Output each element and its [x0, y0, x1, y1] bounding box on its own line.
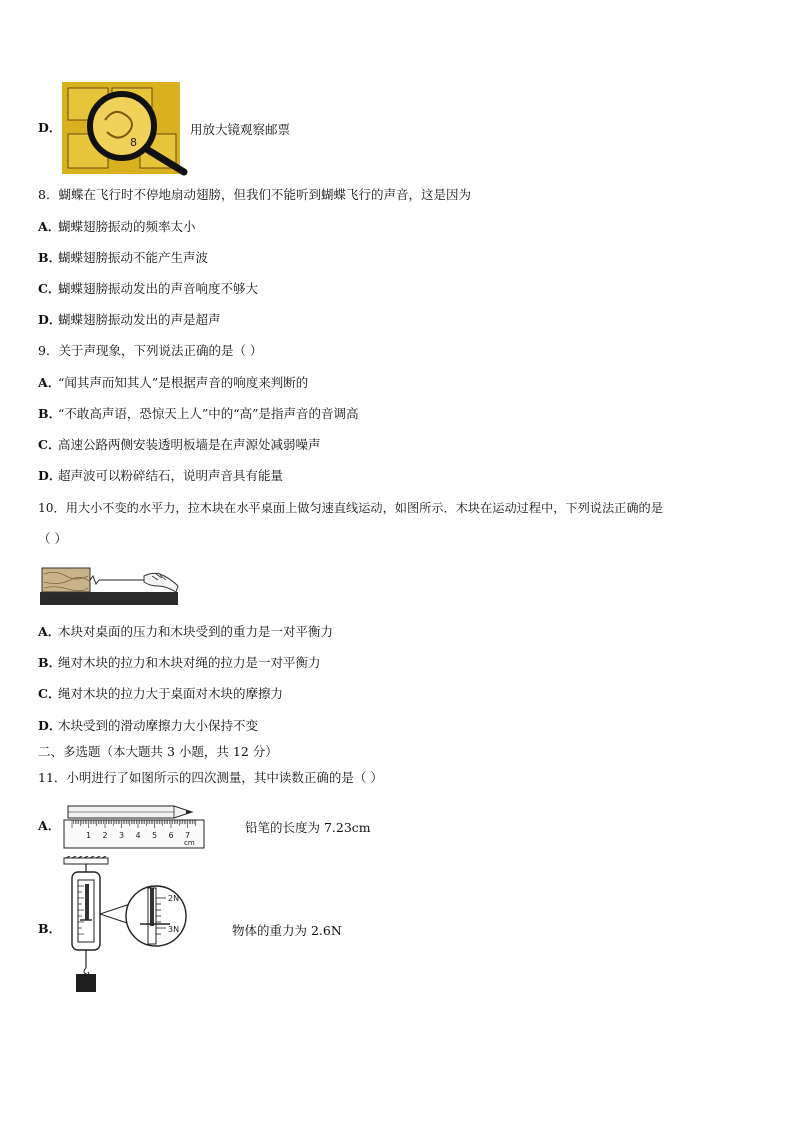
- q7-option-d: [38, 120, 62, 136]
- svg-text:8: 8: [130, 136, 137, 149]
- ruler-tick-label: 6: [168, 831, 174, 840]
- q10-option-a: A．木块对桌面的压力和木块受到的重力是一对平衡力: [38, 624, 334, 639]
- ruler-tick-label: 2: [102, 831, 108, 840]
- ruler-tick-label: 5: [152, 831, 158, 840]
- q7-option-d-text: 用放大镜观察邮票: [190, 122, 291, 137]
- ruler-pencil-diagram: [62, 800, 208, 850]
- q8-option-d: D．蝴蝶翅膀振动发出的声是超声: [38, 312, 221, 327]
- q10-option-c: C．绳对木块的拉力大于桌面对木块的摩擦力: [38, 686, 284, 701]
- q9-option-d: D．超声波可以粉碎结石，说明声音具有能量: [38, 468, 284, 483]
- ruler-tick-label: 4: [135, 831, 141, 840]
- q11-option-b-caption: 物体的重力为 2.6N: [232, 923, 342, 938]
- q10-stem-line1: 10．用大小不变的水平力，拉木块在水平桌面上做匀速直线运动，如图所示．木块在运动过程中，下列说法正确的是: [38, 501, 663, 515]
- scale-label-3n: 3N: [168, 925, 180, 934]
- q11-option-a-letter: A．: [38, 818, 61, 833]
- section-heading: 二、多选题（本大题共 3 小题，共 12 分）: [38, 744, 278, 759]
- stamp-magnifier-image: [60, 80, 190, 176]
- q11-stem: 11．小明进行了如图所示的四次测量，其中读数正确的是（ ）: [38, 770, 383, 785]
- q11-option-b-letter: B．: [38, 921, 62, 936]
- q8-option-b: B．蝴蝶翅膀振动不能产生声波: [38, 250, 209, 265]
- q9-stem: 9．关于声现象，下列说法正确的是（ ）: [38, 343, 263, 358]
- wooden-block-pull-diagram: [40, 562, 180, 606]
- option-letter: D．: [38, 120, 62, 135]
- q8-option-c: C．蝴蝶翅膀振动发出的声音响度不够大: [38, 281, 259, 296]
- spring-scale-diagram: [60, 856, 190, 996]
- q9-option-b: B．“不敢高声语，恐惊天上人”中的“高”是指声音的音调高: [38, 406, 359, 421]
- q8-stem: 8．蝴蝶在飞行时不停地扇动翅膀，但我们不能听到蝴蝶飞行的声音，这是因为: [38, 187, 471, 202]
- ruler-tick-label: 7: [185, 831, 191, 840]
- q11-option-a-caption: 铅笔的长度为 7.23cm: [245, 820, 371, 835]
- q9-option-a: A．“闻其声而知其人”是根据声音的响度来判断的: [38, 375, 309, 390]
- ruler-tick-label: 1: [86, 831, 92, 840]
- q8-option-a: A．蝴蝶翅膀振动的频率太小: [38, 219, 196, 234]
- q9-option-c: C．高速公路两侧安装透明板墙是在声源处减弱噪声: [38, 437, 321, 452]
- ruler-unit-label: cm: [184, 839, 195, 847]
- ruler-tick-label: 3: [119, 831, 125, 840]
- q10-stem-line2: （ ）: [38, 531, 67, 546]
- q10-option-d: D．木块受到的滑动摩擦力大小保持不变: [38, 718, 259, 733]
- q10-option-b: B．绳对木块的拉力和木块对绳的拉力是一对平衡力: [38, 655, 321, 670]
- scale-label-2n: 2N: [168, 894, 180, 903]
